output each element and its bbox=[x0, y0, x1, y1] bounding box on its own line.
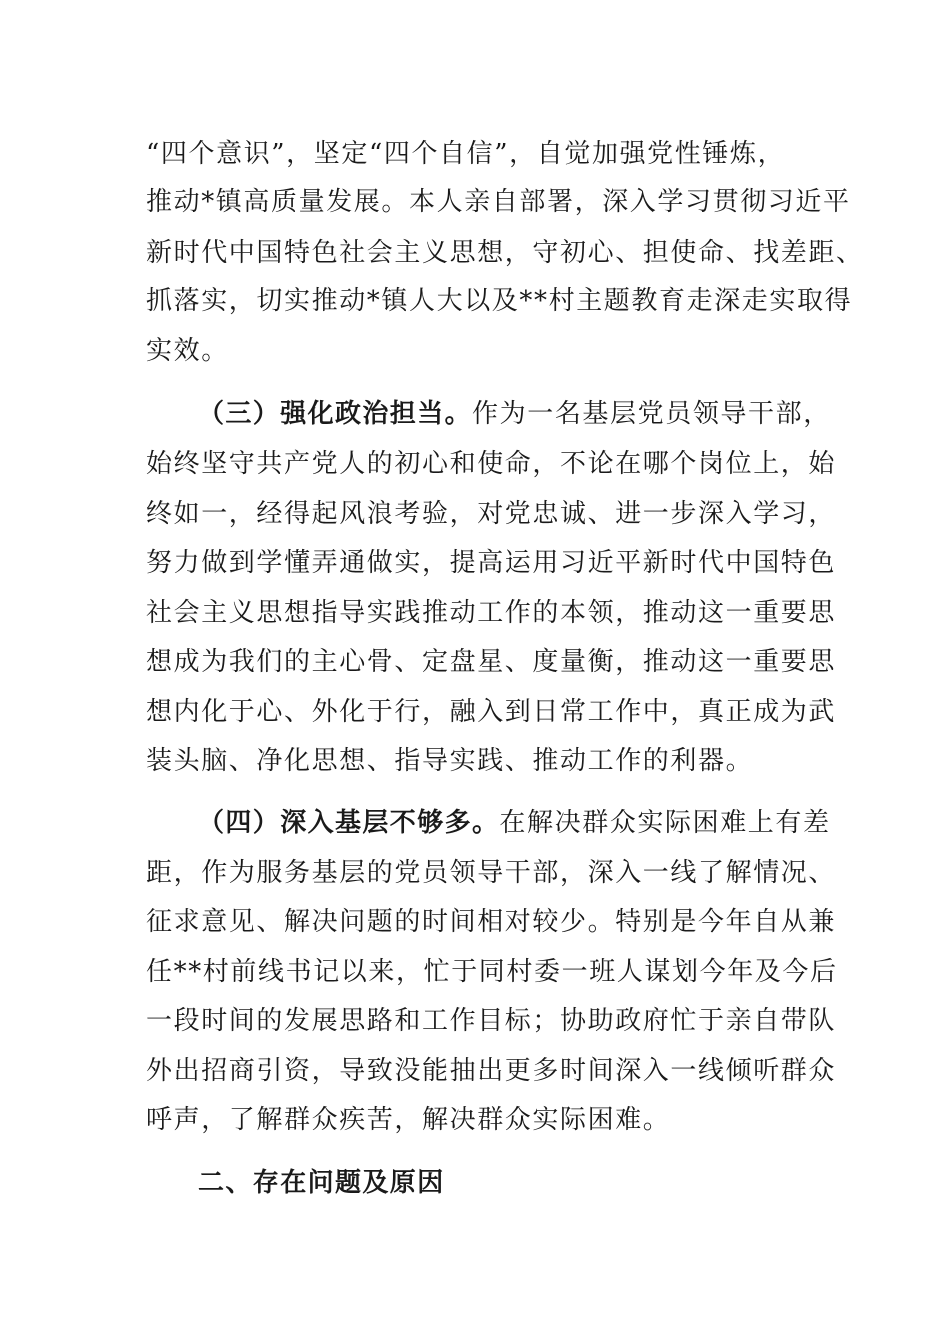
paragraph-line: “四个意识”，坚定“四个自信”，自觉加强党性锤炼， bbox=[146, 139, 786, 169]
paragraph-line: 外出招商引资，导致没能抽出更多时间深入一线倾听群众 bbox=[146, 1056, 837, 1086]
paragraph-line: 征求意见、解决问题的时间相对较少。特别是今年自从兼 bbox=[146, 907, 837, 937]
paragraph-line: 努力做到学懂弄通做实，提高运用习近平新时代中国特色 bbox=[146, 548, 837, 578]
paragraph-line: 一段时间的发展思路和工作目标；协助政府忙于亲自带队 bbox=[146, 1006, 837, 1036]
paragraph-line: 想内化于心、外化于行，融入到日常工作中，真正成为武 bbox=[146, 697, 837, 727]
paragraph-first-line bbox=[198, 397, 831, 431]
paragraph-line: 任**村前线书记以来，忙于同村委一班人谋划今年及今后 bbox=[146, 957, 838, 987]
paragraph-line: 始终坚守共产党人的初心和使命，不论在哪个岗位上，始 bbox=[146, 449, 837, 479]
subheading-4: （四）深入基层不够多。 bbox=[198, 808, 500, 838]
paragraph-first-line bbox=[198, 806, 831, 840]
paragraph-line: 终如一，经得起风浪考验，对党忠诚、进一步深入学习， bbox=[146, 499, 837, 529]
paragraph-line: 社会主义思想指导实践推动工作的本领，推动这一重要思 bbox=[146, 598, 837, 628]
subheading-3: （三）强化政治担当。 bbox=[198, 399, 473, 429]
paragraph-line: 推动*镇高质量发展。本人亲自部署，深入学习贯彻习近平 bbox=[146, 187, 851, 217]
paragraph-text: 在解决群众实际困难上有差 bbox=[499, 808, 831, 838]
paragraph-line: 装头脑、净化思想、指导实践、推动工作的利器。 bbox=[146, 746, 754, 776]
paragraph-line: 抓落实，切实推动*镇人大以及**村主题教育走深走实取得 bbox=[146, 286, 853, 316]
paragraph-line: 想成为我们的主心骨、定盘星、度量衡，推动这一重要思 bbox=[146, 647, 837, 677]
paragraph-text: 作为一名基层党员领导干部， bbox=[472, 399, 831, 429]
section-heading: 二、存在问题及原因 bbox=[198, 1168, 445, 1198]
paragraph-line: 呼声，了解群众疾苦，解决群众实际困难。 bbox=[146, 1105, 671, 1135]
paragraph-line: 新时代中国特色社会主义思想，守初心、担使命、找差距、 bbox=[146, 238, 864, 268]
paragraph-line: 距，作为服务基层的党员领导干部，深入一线了解情况、 bbox=[146, 858, 837, 888]
paragraph-line: 实效。 bbox=[146, 336, 229, 366]
